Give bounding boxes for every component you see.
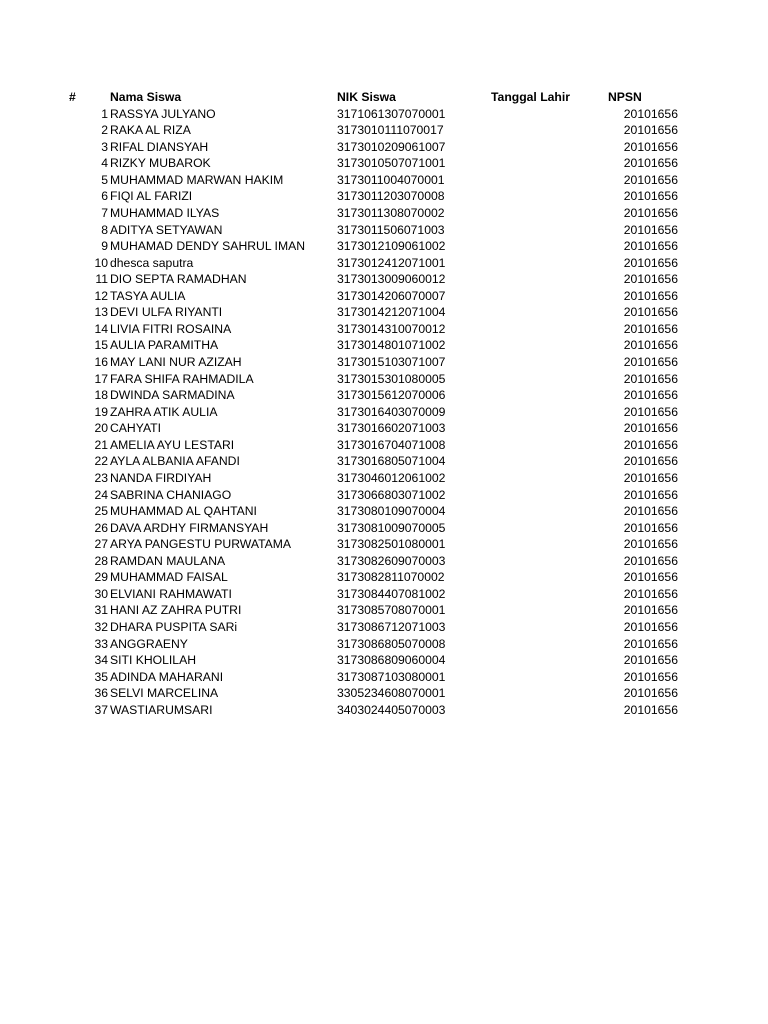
row-number: 24	[94, 487, 108, 502]
npsn-value: 20101656	[623, 702, 678, 717]
row-number: 21	[94, 437, 108, 452]
npsn-value: 20101656	[623, 222, 678, 237]
header-number: #	[69, 90, 76, 104]
student-nik: 3173011004070001	[337, 172, 445, 187]
row-number: 25	[94, 504, 108, 519]
student-nik: 3403024405070003	[337, 702, 446, 717]
student-table	[0, 89, 768, 718]
row-number: 22	[94, 454, 108, 469]
student-nik: 3173080109070004	[337, 504, 446, 519]
row-number: 20	[94, 421, 108, 436]
table-row	[0, 669, 768, 686]
header-npsn: NPSN	[608, 90, 642, 104]
student-nik: 3173046012061002	[337, 470, 446, 485]
student-name: TASYA AULIA	[110, 288, 186, 303]
table-row	[0, 371, 768, 388]
student-name: RIFAL DIANSYAH	[110, 139, 209, 154]
table-row	[0, 602, 768, 619]
student-nik: 3173015301080005	[337, 371, 446, 386]
student-nik: 3173011506071003	[337, 222, 445, 237]
student-name: ADINDA MAHARANI	[110, 669, 224, 684]
npsn-value: 20101656	[623, 321, 678, 336]
student-name: dhesca saputra	[110, 255, 194, 270]
npsn-value: 20101656	[623, 686, 678, 701]
table-row	[0, 569, 768, 586]
row-number: 19	[94, 404, 108, 419]
table-row	[0, 222, 768, 239]
row-number: 5	[101, 172, 108, 187]
table-row	[0, 536, 768, 553]
table-row	[0, 255, 768, 272]
student-nik: 3173085708070001	[337, 603, 446, 618]
npsn-value: 20101656	[623, 189, 678, 204]
table-row	[0, 139, 768, 156]
student-name: SABRINA CHANIAGO	[110, 487, 232, 502]
npsn-value: 20101656	[623, 553, 678, 568]
student-name: RASSYA JULYANO	[110, 106, 216, 121]
table-row	[0, 420, 768, 437]
student-name: ADITYA SETYAWAN	[110, 222, 223, 237]
row-number: 28	[94, 553, 108, 568]
npsn-value: 20101656	[623, 272, 678, 287]
row-number: 33	[94, 636, 108, 651]
npsn-value: 20101656	[623, 123, 678, 138]
student-nik: 3173016602071003	[337, 421, 446, 436]
table-row	[0, 470, 768, 487]
npsn-value: 20101656	[623, 255, 678, 270]
row-number: 14	[94, 321, 108, 336]
row-number: 29	[94, 570, 108, 585]
npsn-value: 20101656	[623, 139, 678, 154]
row-number: 10	[94, 255, 108, 270]
table-row	[0, 437, 768, 454]
student-nik: 3173011203070008	[337, 189, 445, 204]
npsn-value: 20101656	[623, 305, 678, 320]
student-nik: 3173082811070002	[337, 570, 445, 585]
student-nik: 3173010209061007	[337, 139, 446, 154]
table-row	[0, 586, 768, 603]
npsn-value: 20101656	[623, 504, 678, 519]
student-name: FIQI AL FARIZI	[110, 189, 193, 204]
student-name: RAKA AL RIZA	[110, 123, 191, 138]
header-birth-date: Tanggal Lahir	[491, 90, 570, 104]
student-nik: 3173016403070009	[337, 404, 446, 419]
student-name: ZAHRA ATIK AULIA	[110, 404, 218, 419]
student-name: MUHAMAD DENDY SAHRUL IMAN	[110, 239, 306, 254]
student-name: AULIA PARAMITHA	[110, 338, 219, 353]
row-number: 34	[94, 653, 108, 668]
npsn-value: 20101656	[623, 156, 678, 171]
npsn-value: 20101656	[623, 636, 678, 651]
table-row	[0, 404, 768, 421]
student-name: SELVI MARCELINA	[110, 686, 219, 701]
row-number: 16	[94, 355, 108, 369]
table-row	[0, 619, 768, 636]
npsn-value: 20101656	[623, 603, 678, 618]
npsn-value: 20101656	[623, 669, 678, 684]
row-number: 4	[101, 156, 108, 171]
student-name: MAY LANI NUR AZIZAH	[110, 355, 242, 369]
row-number: 37	[94, 702, 108, 717]
table-body	[0, 106, 768, 719]
table-row	[0, 238, 768, 255]
row-number: 12	[94, 288, 108, 303]
row-number: 13	[94, 305, 108, 320]
row-number: 15	[94, 338, 108, 353]
table-row	[0, 702, 768, 719]
table-row	[0, 636, 768, 653]
student-nik: 3173011308070002	[337, 205, 445, 220]
npsn-value: 20101656	[623, 520, 678, 535]
npsn-value: 20101656	[623, 537, 678, 552]
row-number: 27	[94, 537, 108, 552]
student-nik: 3173010507071001	[337, 156, 446, 171]
npsn-value: 20101656	[623, 205, 678, 220]
npsn-value: 20101656	[623, 421, 678, 436]
table-row	[0, 354, 768, 371]
table-header	[0, 89, 768, 106]
student-name: DEVI ULFA RIYANTI	[110, 305, 223, 320]
student-name: AYLA ALBANIA AFANDI	[110, 454, 240, 469]
row-number: 6	[101, 189, 108, 204]
student-name: CAHYATI	[110, 421, 162, 436]
student-name: DHARA PUSPITA SARi	[110, 620, 238, 634]
npsn-value: 20101656	[623, 586, 678, 601]
table-row	[0, 321, 768, 338]
table-row	[0, 188, 768, 205]
table-row	[0, 106, 768, 123]
row-number: 26	[94, 520, 108, 535]
student-nik: 3173014206070007	[337, 288, 446, 303]
table-row	[0, 155, 768, 172]
student-nik: 3173014310070012	[337, 321, 446, 336]
student-name: ELVIANI RAHMAWATI	[110, 586, 232, 601]
table-row	[0, 453, 768, 470]
student-nik: 3173010111070017	[337, 123, 444, 138]
npsn-value: 20101656	[623, 487, 678, 502]
student-name: FARA SHIFA RAHMADILA	[110, 371, 254, 386]
npsn-value: 20101656	[623, 338, 678, 353]
student-name: SITI KHOLILAH	[110, 653, 197, 668]
row-number: 36	[94, 686, 108, 701]
table-row	[0, 205, 768, 222]
student-name: MUHAMMAD MARWAN HAKIM	[110, 172, 284, 187]
npsn-value: 20101656	[623, 172, 678, 187]
table-row	[0, 172, 768, 189]
npsn-value: 20101656	[623, 437, 678, 452]
student-name: HANI AZ ZAHRA PUTRI	[110, 603, 242, 618]
student-nik: 3173015103071007	[337, 355, 446, 369]
student-nik: 3173016805071004	[337, 454, 446, 469]
student-nik: 3173087103080001	[337, 669, 446, 684]
student-nik: 3173086805070008	[337, 636, 446, 651]
row-number: 32	[94, 620, 108, 634]
student-nik: 3173012412071001	[337, 255, 446, 270]
npsn-value: 20101656	[623, 570, 678, 585]
student-name: DAVA ARDHY FIRMANSYAH	[110, 520, 269, 535]
student-name: MUHAMMAD ILYAS	[110, 205, 220, 220]
student-nik: 3173015612070006	[337, 388, 446, 403]
student-nik: 3173086809060004	[337, 653, 446, 668]
table-row	[0, 288, 768, 305]
npsn-value: 20101656	[623, 106, 678, 121]
student-nik: 3171061307070001	[337, 106, 446, 121]
row-number: 35	[94, 669, 108, 684]
row-number: 23	[94, 470, 108, 485]
student-name: NANDA FIRDIYAH	[110, 470, 212, 485]
npsn-value: 20101656	[623, 404, 678, 419]
student-nik: 3173016704071008	[337, 437, 446, 452]
table-row	[0, 122, 768, 139]
student-nik: 3173014212071004	[337, 305, 446, 320]
student-nik: 3305234608070001	[337, 686, 446, 701]
npsn-value: 20101656	[623, 470, 678, 485]
row-number: 9	[101, 239, 108, 254]
row-number: 8	[101, 222, 108, 237]
row-number: 2	[101, 123, 108, 138]
npsn-value: 20101656	[623, 454, 678, 469]
student-nik: 3173084407081002	[337, 586, 446, 601]
student-nik: 3173012109061002	[337, 239, 446, 254]
npsn-value: 20101656	[623, 371, 678, 386]
npsn-value: 20101656	[623, 388, 678, 403]
row-number: 11	[95, 272, 108, 287]
table-row	[0, 271, 768, 288]
row-number: 18	[94, 388, 108, 403]
table-row	[0, 652, 768, 669]
table-row	[0, 304, 768, 321]
student-name: MUHAMMAD AL QAHTANI	[110, 504, 257, 519]
student-nik: 3173082609070003	[337, 553, 446, 568]
table-row	[0, 553, 768, 570]
student-nik: 3173013009060012	[337, 272, 446, 287]
student-nik: 3173066803071002	[337, 487, 446, 502]
student-name: AMELIA AYU LESTARI	[110, 437, 235, 452]
header-student-name: Nama Siswa	[110, 90, 182, 104]
table-row	[0, 337, 768, 354]
student-name: ANGGRAENY	[110, 636, 188, 651]
header-nik: NIK Siswa	[337, 90, 396, 104]
row-number: 3	[101, 139, 108, 154]
table-row	[0, 487, 768, 504]
student-name: ARYA PANGESTU PURWATAMA	[110, 537, 292, 552]
row-number: 1	[101, 106, 108, 121]
student-name: WASTIARUMSARI	[110, 702, 213, 717]
student-nik: 3173082501080001	[337, 537, 446, 552]
npsn-value: 20101656	[623, 239, 678, 254]
row-number: 17	[94, 371, 108, 386]
npsn-value: 20101656	[623, 653, 678, 668]
student-nik: 3173014801071002	[337, 338, 446, 353]
row-number: 31	[94, 603, 108, 618]
student-name: RAMDAN MAULANA	[110, 553, 226, 568]
npsn-value: 20101656	[623, 288, 678, 303]
student-nik: 3173086712071003	[337, 620, 446, 634]
student-name: RIZKY MUBAROK	[110, 156, 211, 171]
table-row	[0, 503, 768, 520]
student-nik: 3173081009070005	[337, 520, 446, 535]
student-name: DIO SEPTA RAMADHAN	[110, 272, 247, 287]
table-row	[0, 387, 768, 404]
table-row	[0, 520, 768, 537]
npsn-value: 20101656	[623, 620, 678, 634]
row-number: 7	[101, 205, 108, 220]
student-name: MUHAMMAD FAISAL	[110, 570, 228, 585]
row-number: 30	[94, 586, 108, 601]
npsn-value: 20101656	[623, 355, 678, 369]
table-row	[0, 685, 768, 702]
student-name: LIVIA FITRI ROSAINA	[110, 321, 232, 336]
student-name: DWINDA SARMADINA	[110, 388, 235, 403]
